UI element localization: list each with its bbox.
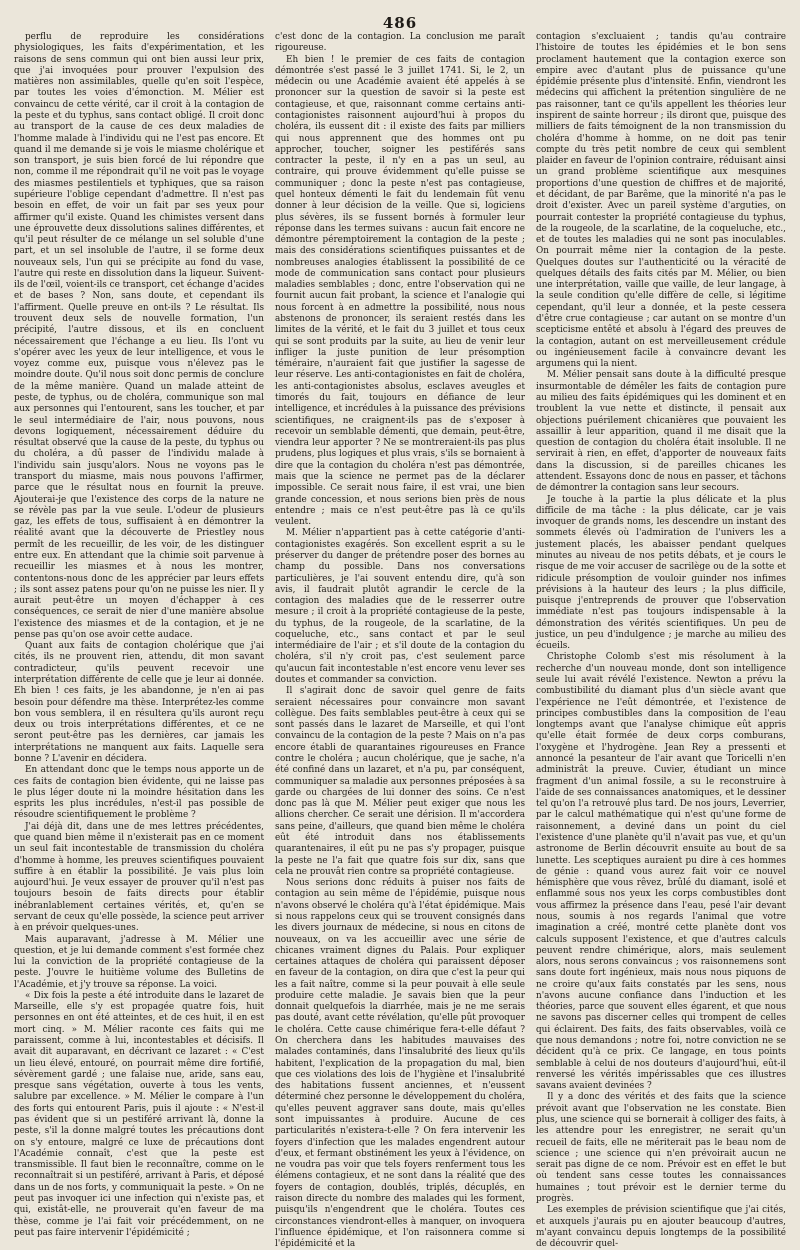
paragraph: J'ai déjà dit, dans une de mes lettres précédentes, que quand bien même il n'existerait pas en ce moment un seul fait incontestable de transmission du choléra d'homme à homme, les preuves scientifiques pouvaient suffire à en établir la possibilité. Je vais plus loin aujourd'hui. Je veux essayer de prouver qu'il n'est pas toujours besoin de faits directs pour établir inébranlablement certaines vérités, et, qu'en se servant de ceux qu'elle possède, la science peut arriver à en prévoir quelques-unes. xyxy=(14,821,264,934)
column-1 xyxy=(14,32,264,1238)
paragraph: Christophe Colomb s'est mis résolument à la recherche d'un nouveau monde, dont son intelligence seule lui avait révélé l'existence. Newton a prévu la combustibilité du diamant plus d'un siècle avant que l'expérience ne l'eût démontrée, et l'existence de principes combustibles dans la composition de l'eau longtemps avant que l'analyse chimique eût appris qu'elle était formée de deux corps comburans, l'oxygène et l'hydrogène. Jean Rey a pressenti et annoncé la pesanteur de l'air avant que Toricelli n'en administrât la preuve. Cuvier, étudiant un mince fragment d'un animal fossile, a su le reconstruire à l'aide de ses connaissances anatomiques, et le dessiner tel qu'on l'a retrouvé plus tard. De nos jours, Leverrier, par le calcul mathématique qui n'est qu'une forme de raisonnement, a deviné dans un point du ciel l'existence d'une planète qu'il n'avait pas vue, et qu'un astronome de Berlin découvrit ensuite au bout de sa lunette. Les sceptiques auraient pu dire à ces hommes de génie : quand vous aurez fait voir ce nouvel hémisphère que vous rêvez, brûlé du diamant, isolé et enflammé sous nos yeux les corps combustibles dont vous affirmez la présence dans l'eau, pesé l'air devant nous, soumis à nos regards l'animal que votre imagination a créé, montré cette planète dont vos calculs supposent l'existence, et que d'autres calculs peuvent rendre chimérique, alors, mais seulement alors, nous serons convaincus ; vos raisonnemens sont sans doute fort ingénieux, mais nous nous piquons de ne croire qu'aux faits constatés par les sens, nous n'avons aucune confiance dans l'induction et les théories, parce que souvent elles égarent, et que nous ne savons pas discerner celles qui trompent de celles qui éclairent. Des faits, des faits observables, voilà ce que nous demandons ; notre foi, notre conviction ne se décident qu'à ce prix. Ce langage, en tous points semblable à celui de nos douteurs d'aujourd'hui, eût-il renversé les vérités impérissables que ces illustres savans avaient devinées ? xyxy=(536,652,786,1092)
paragraph: c'est donc de la contagion. La conclusion me paraît rigoureuse. xyxy=(275,32,525,54)
paragraph: M. Mélier n'appartient pas à cette catégorie d'anti-contagionistes exagérés. Son excellent esprit a su le préserver du danger de prétendre poser des bornes au champ du possible. Dans nos conversations particulières, je l'ai souvent entendu dire, qu'à son avis, il faudrait plutôt agrandir le cercle de la contagion des maladies que de le resserrer outre mesure ; il croit à la propriété contagieuse de la peste, du typhus, de la rougeole, de la scarlatine, de la coqueluche, etc., sans contact et par le seul intermédiaire de l'air ; et s'il doute de la contagion du choléra, s'il n'y croit pas, c'est seulement parce qu'aucun fait incontestable n'est encore venu lever ses doutes et commander sa conviction. xyxy=(275,528,525,686)
paragraph: M. Mélier pensait sans doute à la difficulté presque insurmontable de démêler les faits de contagion pure au milieu des faits épidémiques qui les dominent et en troublent la vue nette et distincte, il pensait aux objections puérilement chicanières que pouvaient les assaillir à leur apparition, quand il me disait que la question de contagion du choléra était insoluble. Il ne servirait à rien, en effet, d'apporter de nouveaux faits dans la discussion, si de pareilles chicanes les attendent. Essayons donc de nous en passer, et tâchons de démontrer la contagion sans leur secours. xyxy=(536,370,786,494)
column-3 xyxy=(536,32,786,1250)
text-columns xyxy=(14,32,786,1250)
paragraph: perflu de reproduire les considérations physiologiques, les faits d'expérimentation, et les raisons de sens commun qui ont bien aussi leur prix, que j'ai invoquées pour prouver l'expulsion des matières non assimilables, quelle qu'en soit l'espèce, par toutes les voies d'émonction. M. Mélier est convaincu de cette vérité, car il croit à la contagion de la peste et du typhus, sans contact obligé. Il croit donc au transport de la cause de ces deux maladies de l'homme malade à l'individu qui ne l'est pas encore. Et quand il me demande si je vois le miasme cholérique et son transport, je suis bien forcé de lui répondre que non, comme il me répondrait qu'il ne voit pas le voyage des miasmes pestilentiels et typhiques, que sa raison supérieure l'oblige cependant d'admettre. Il n'est pas besoin en effet, de voir un fait par ses yeux pour affirmer qu'il existe. Quand les chimistes versent dans une éprouvette deux dissolutions salines différentes, et qu'il peut résulter de ce mélange un sel soluble d'une part, et un sel insoluble de l'autre, il se forme deux nouveaux sels, l'un qui se précipite au fond du vase, l'autre qui reste en dissolution dans la liqueur. Suivent-ils de l'œil, voient-ils ce transport, cet échange d'acides et de bases ? Non, sans doute, et cependant ils l'affirment. Quelle preuve en ont-ils ? Le résultat. Ils trouvent deux sels de nouvelle formation, l'un précipité, l'autre dissous, et ils en concluent nécessairement que l'échange a eu lieu. Ils l'ont vu s'opérer avec les yeux de leur intelligence, et vous le voyez comme eux, puisque vous n'élevez pas le moindre doute. Qu'il nous soit donc permis de conclure de la même manière. Quand un malade atteint de peste, de typhus, ou de choléra, communique son mal aux personnes qui l'entourent, sans les toucher, et par le seul intermédiaire de l'air, nous pouvons, nous devons logiquement, nécessairement déduire du résultat observé que la cause de la peste, du typhus ou du choléra, a dû passer de l'individu malade à l'individu sain jusqu'alors. Nous ne voyons pas le transport du miasme, mais nous pouvons l'affirmer, parce que le résultat nous en fournit la preuve. Ajouterai-je que l'existence des corps de la nature ne se révèle pas par la vue seule. L'odeur de plusieurs gaz, les effets de tous, suffisaient à en démontrer la réalité avant que la découverte de Priestley nous permît de les recueillir, de les voir, de les distinguer entre eux. En attendant que la chimie soit parvenue à recueillir les miasmes et à nous les montrer, contentons-nous donc de les apprécier par leurs effets ; ils sont assez patens pour qu'on ne puisse les nier. Il y aurait peut-être un moyen d'échapper à ces conséquences, ce serait de nier d'une manière absolue l'existence des miasmes et de la contagion, et je ne pense pas qu'on ose avoir cette audace. xyxy=(14,32,264,640)
paragraph: Quant aux faits de contagion cholérique que j'ai cités, ils ne prouvent rien, attendu, dit mon savant contradicteur, qu'ils peuvent recevoir une interprétation différente de celle que je leur ai donnée. Eh bien ! ces faits, je les abandonne, je n'en ai pas besoin pour défendre ma thèse. Interprétez-les comme bon vous semblera, il en résultera qu'ils auront reçu deux ou trois interprétations différentes, et ce ne seront peut-être pas les dernières, car jamais les interprétations ne manquent aux faits. Laquelle sera bonne ? L'avenir en décidera. xyxy=(14,641,264,764)
paragraph: Mais auparavant, j'adresse à M. Mélier une question, et je lui demande comment s'est formée chez lui la conviction de la propriété contagieuse de la peste. J'ouvre le huitième volume des Bulletins de l'Académie, et j'y trouve sa réponse. La voici. xyxy=(14,934,264,990)
paragraph: Il y a donc des vérités et des faits que la science prévoit avant que l'observation ne les constate. Bien plus, une science qui se bornerait à colliger des faits, à les attendre pour les enregistrer, ne serait qu'un recueil de faits, elle ne mériterait pas le beau nom de science ; une science qui n'en prévoirait aucun ne serait pas digne de ce nom. Prévoir est en effet le but où tendent sans cesse toutes les connaissances humaines ; tout prévoir est le dernier terme du progrès. xyxy=(536,1092,786,1204)
paragraph: Les exemples de prévision scientifique que j'ai cités, et auxquels j'aurais pu en ajouter beaucoup d'autres, m'ayant convaincu depuis longtemps de la possibilité de découvrir quel- xyxy=(536,1205,786,1250)
column-2 xyxy=(275,32,525,1250)
paragraph: Il s'agirait donc de savoir quel genre de faits seraient nécessaires pour convaincre mon savant collègue. Des faits semblables peut-être à ceux qui se sont passés dans le lazaret de Marseille, et qui l'ont convaincu de la contagion de la peste ? Mais on n'a pas encore établi de quarantaines rigoureuses en France contre le choléra ; aucun cholérique, que je sache, n'a été confiné dans un lazaret, et n'a pu, par conséquent, communiquer sa maladie aux personnes préposées à sa garde ou chargées de lui donner des soins. Ce n'est donc pas là que M. Mélier peut exiger que nous les allions chercher. Ce serait une dérision. Il m'accordera sans peine, d'ailleurs, que quand bien même le choléra eût été introduit dans nos établissements quarantenaires, il eût pu ne pas s'y propager, puisque la peste ne l'a fait que quatre fois sur dix, sans que cela ne prouvât rien contre sa propriété contagieuse. xyxy=(275,686,525,877)
paragraph: En attendant donc que le temps nous apporte un de ces faits de contagion bien évidente, qui ne laisse pas le plus léger doute ni la moindre hésitation dans les esprits les plus incrédules, n'est-il pas possible de résoudre scientifiquement le problème ? xyxy=(14,765,264,821)
paragraph: « Dix fois la peste a été introduite dans le lazaret de Marseille, elle s'y est propagée quatre fois, huit personnes en ont été atteintes, et de ces huit, il en est mort cinq. » M. Mélier raconte ces faits qui me paraissent, comme à lui, incontestables et décisifs. Il avait dit auparavant, en décrivant ce lazaret : « C'est un lieu élevé, entouré, on pourrait même dire fortifié, sévèrement gardé ; une falaise nue, aride, sans eau, presque sans végétation, ouverte à tous les vents, salubre par excellence. » M. Mélier le compare à l'un des forts qui entourent Paris, puis il ajoute : « N'est-il pas évident que si un pestiféré arrivant là, donne la peste, s'il la donne malgré toutes les précautions dont on s'y entoure, malgré ce luxe de précautions dont l'Académie connaît, c'est que la peste est transmissible. Il faut bien le reconnaître, comme on le reconnaîtrait si un pestiféré, arrivant à Paris, et déposé dans un de nos forts, y communiquait la peste. » On ne peut pas invoquer ici une infection qui n'existe pas, et qui, existât-elle, ne prouverait qu'en faveur de ma thèse, comme je l'ai fait voir précédemment, on ne peut pas faire intervenir l'épidémicité ; xyxy=(14,990,264,1238)
paragraph: Nous serions donc réduits à puiser nos faits de contagion au sein même de l'épidémie, puisque nous n'avons observé le choléra qu'à l'état épidémique. Mais si nous rappelons ceux qui se trouvent consignés dans les divers journaux de médecine, si nous en citons de nouveaux, on va les accueillir avec une série de chicanes vraiment dignes du Palais. Pour expliquer certaines attaques de choléra qui paraissent déposer en faveur de la contagion, on dira que c'est la peur qui les a fait naître, comme si la peur pouvait à elle seule produire cette maladie. Je savais bien que la peur donnait quelquefois la diarrhée, mais je ne me serais pas douté, avant cette révélation, qu'elle pût provoquer le choléra. Cette cause chimérique fera-t-elle défaut ? On cherchera dans les habitudes mauvaises des malades contaminés, dans l'insalubrité des lieux qu'ils habitent, l'explication de la propagation du mal, bien que ces violations des lois de l'hygiène et l'insalubrité des habitations fussent anciennes, et n'eussent déterminé chez personne le développement du choléra, qu'elles peuvent aggraver sans doute, mais qu'elles sont impuissantes à produire. Aucune de ces particularités n'existera-t-elle ? On fera intervenir les foyers d'infection que les malades engendrent autour d'eux, et fermant obstinément les yeux à l'évidence, on ne voudra pas voir que tels foyers renferment tous les élémens contagieux, et ne sont dans la réalité que des foyers de contagion, doublés, triplés, décuplés, en raison directe du nombre des malades qui les forment, puisqu'ils n'engendrent que le choléra. Toutes ces circonstances viendront-elles à manquer, on invoquera l'influence épidémique, et l'on raisonnera comme si l'épidémicité et la xyxy=(275,878,525,1250)
paragraph: contagion s'excluaient ; tandis qu'au contraire l'histoire de toutes les épidémies et le bon sens proclament hautement que la contagion exerce son empire avec d'autant plus de puissance qu'une épidémie présente plus d'intensité. Enfin, viendront les médecins qui affichent la prétention singulière de ne pas raisonner, tant ce qu'ils appellent les théories leur inspirent de sainte horreur ; ils diront que, puisque des milliers de faits témoignent de la non transmission du choléra d'homme à homme, on ne doit pas tenir compte du très petit nombre de ceux qui semblent plaider en faveur de l'opinion contraire, réduisant ainsi un grand problème scientifique aux mesquines proportions d'une question de chiffres et de majorité, et décidant, de par Barême, que la minorité n'a pas le droit d'exister. Avec un pareil système d'arguties, on pourrait contester la propriété contagieuse du typhus, de la rougeole, de la scarlatine, de la coqueluche, etc., et de toutes les maladies qui ne sont pas inoculables. On pourrait même nier la contagion de la peste. Quelques doutes sur l'authenticité ou la véracité de quelques détails des faits cités par M. Mélier, ou bien une interprétation, vaille que vaille, de leur langage, à la seule condition qu'elle diffère de celle, si légitime cependant, qu'il leur a donnée, et la peste cessera d'être crue contagieuse ; car autant on se montre d'un scepticisme entêté et absolu à l'égard des preuves de la contagion, autant on est merveilleusement crédule ou ingénieusement facile à convaincre devant les argumens qui la nient. xyxy=(536,32,786,370)
page-number: 486 xyxy=(382,14,418,32)
paragraph: Je touche à la partie la plus délicate et la plus difficile de ma tâche : la plus délicate, car je vais invoquer de grands noms, les descendre un instant des sommets élevés où l'admiration de l'univers les a justement placés, les abaisser pendant quelques minutes au niveau de nos petits débats, et je cours le risque de me voir accuser de sacrilège ou de la sotte et ridicule présomption de vouloir guinder nos infimes prévisions à la hauteur des leurs ; la plus difficile, puisque j'entreprends de prouver que l'observation immédiate n'est pas toujours indispensable à la démonstration des vérités scientifiques. Un peu de justice, un peu d'indulgence ; je marche au milieu des écueils. xyxy=(536,494,786,652)
paragraph: Eh bien ! le premier de ces faits de contagion démontrée s'est passé le 3 juillet 1741. Si, le 2, un médecin ou une Académie avaient été appelés à se prononcer sur la question de savoir si la peste est contagieuse, et que, raisonnant comme certains anti-contagionistes raisonnent aujourd'hui à propos du choléra, ils eussent dit : il existe des faits par milliers qui nous apprennent que des hommes ont pu approcher, toucher, soigner les pestiférés sans contracter la peste, il n'y en a pas un seul, au contraire, qui prouve évidemment qu'elle puisse se communiquer ; donc la peste n'est pas contagieuse, quel honteux démenti le fait du lendemain fût venu donner à leur décision de la veille. Que si, logiciens plus sévères, ils se fussent bornés à formuler leur réponse dans les termes suivans : aucun fait encore ne démontre péremptoirement la contagion de la peste ; mais des considérations scientifiques puissantes et de nombreuses analogies établissent la possibilité de ce mode de communication sans contact pour plusieurs maladies semblables ; donc, entre l'observation qui ne fournit aucun fait probant, la science et l'analogie qui nous forcent à en admettre la possibilité, nous nous abstenons de prononcer, ils seraient restés dans les limites de la vérité, et le fait du 3 juillet et tous ceux qui se sont produits par la suite, au lieu de venir leur infliger la juste punition de leur présomption téméraire, n'auraient fait que justifier la sagesse de leur réserve. Les anti-contagionistes en fait de choléra, les anti-contagionistes absolus, esclaves aveugles et timorés du fait, toujours en défiance de leur intelligence, et incrédules à la puissance des prévisions scientifiques, ne craignent-ils pas de s'exposer à recevoir un semblable démenti, que demain, peut-être, viendra leur apporter ? Ne se montreraient-ils pas plus prudens, plus logiques et plus vrais, s'ils se bornaient à dire que la contagion du choléra n'est pas démontrée, mais que la science ne permet pas de la déclarer impossible. Ce serait nous faire, il est vrai, une bien grande concession, et nous serions bien près de nous entendre ; mais ce n'est peut-être pas là ce qu'ils veulent. xyxy=(275,54,525,528)
